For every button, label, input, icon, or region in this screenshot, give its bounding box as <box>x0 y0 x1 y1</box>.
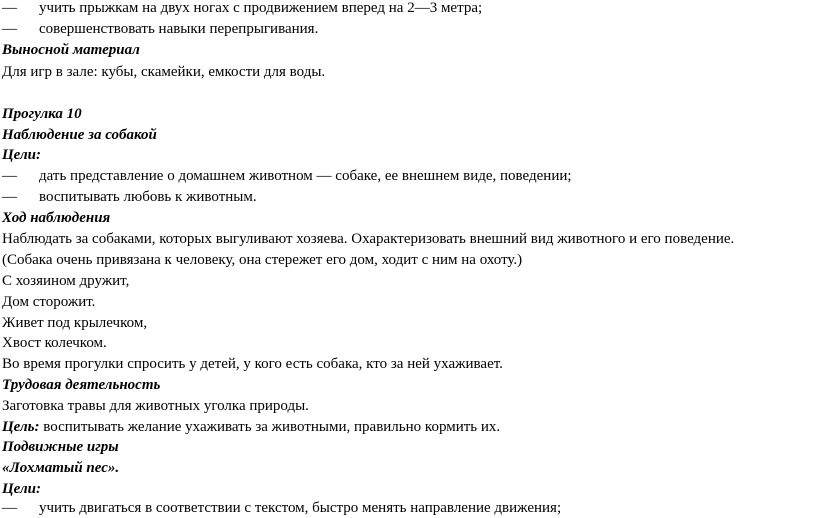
list-item <box>2 498 561 518</box>
list-text: учить двигаться в соответствии с текстом, быстро менять направление движения; <box>39 500 562 516</box>
list-item <box>2 166 572 186</box>
list-text: дать представление о домашнем животном — собаке, ее внешнем виде, поведении; <box>39 168 572 184</box>
observation-process-heading: Ход наблюдения <box>2 210 111 226</box>
poem-line: С хозяином дружит, <box>2 273 130 289</box>
list-text: совершенствовать навыки перепрыгивания. <box>39 21 319 37</box>
materials-paragraph: Для игр в зале: кубы, скамейки, емкости для воды. <box>2 64 326 80</box>
poem-line: Хвост колечком. <box>2 335 107 351</box>
list-text: учить прыжкам на двух ногах с продвижением вперед на 2—3 метра; <box>39 0 483 16</box>
list-item <box>2 19 318 39</box>
observation-paragraph: Наблюдать за собаками, которых выгуливают хозяева. Охарактеризовать внешний вид животного и его поведение. <box>2 231 735 247</box>
labor-paragraph: Заготовка травы для животных уголка природы. <box>2 398 309 414</box>
list-dash: — <box>2 189 17 205</box>
section-heading-materials: Выносной материал <box>2 42 140 58</box>
goal-text: воспитывать желание ухаживать за животными, правильно кормить их. <box>39 419 501 435</box>
list-dash: — <box>2 500 17 516</box>
list-item <box>2 0 482 18</box>
goal-label: Цель: <box>2 419 40 435</box>
poem-line: Живет под крылечком, <box>2 315 148 331</box>
labor-heading: Трудовая деятельность <box>2 377 161 393</box>
question-paragraph: Во время прогулки спросить у детей, у кого есть собака, кто за ней ухаживает. <box>2 356 503 372</box>
list-dash: — <box>2 168 17 184</box>
list-dash: — <box>2 21 17 37</box>
observation-note: (Собака очень привязана к человеку, она стережет его дом, ходит с ним на охоту.) <box>2 252 523 268</box>
goal-line <box>2 417 500 437</box>
walk-title: Прогулка 10 <box>2 106 82 122</box>
goals-heading-2: Цели: <box>2 481 41 497</box>
poem-line: Дом сторожит. <box>2 294 96 310</box>
list-item <box>2 187 257 207</box>
games-heading: Подвижные игры <box>2 439 119 455</box>
game-name: «Лохматый пес». <box>2 460 120 476</box>
list-dash: — <box>2 0 17 16</box>
observation-title: Наблюдение за собакой <box>2 127 157 143</box>
goals-heading: Цели: <box>2 147 41 163</box>
list-text: воспитывать любовь к животным. <box>39 189 257 205</box>
